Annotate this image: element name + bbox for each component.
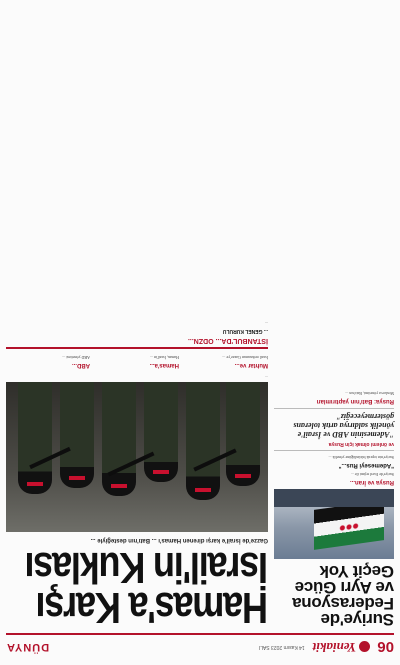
logo-icon <box>359 642 370 653</box>
crowd-silhouette <box>274 489 394 507</box>
fighter-figure <box>18 382 52 494</box>
col1-body: İsrail ordusunun Gazze'ye ... <box>222 355 268 360</box>
fighter-figure <box>186 382 220 500</box>
col3-body: ABD yönetimi ... <box>62 355 90 360</box>
pull-quote-tag: ve önlemi olmak için Rusya <box>328 441 394 447</box>
fighters-photo <box>6 382 268 532</box>
article-columns <box>6 355 268 371</box>
right-column <box>6 8 268 632</box>
fighter-figure <box>102 382 136 496</box>
notice-body: ... <box>265 321 268 326</box>
fighter-figure <box>144 382 178 482</box>
left-column <box>274 8 394 627</box>
col3-subhead: ABD... <box>72 362 90 368</box>
left-headline-line1: Suriye'de Federasyona <box>292 594 394 629</box>
left-subhead-1: Rusya ve İran... <box>349 479 394 485</box>
notice-box <box>6 321 268 349</box>
col1-subhead: Muhtar ve... <box>234 362 268 368</box>
fighter-figure <box>60 382 94 488</box>
masthead <box>6 633 394 659</box>
left-subhead-3: Rusya: Batı'nın yaptırımları <box>316 398 394 404</box>
footer-strip <box>6 2 394 8</box>
article-column-2 <box>95 355 179 371</box>
main-headline <box>25 543 268 632</box>
photo-caption: ... <box>264 375 268 380</box>
flag-icon <box>314 500 384 550</box>
left-body-1: Suriye'de Esed rejimi ile ... <box>350 472 394 477</box>
section-label: DÜNYA <box>6 641 50 653</box>
flag-photo <box>274 489 394 559</box>
article-column-3 <box>6 355 90 371</box>
main-deck: Gazze'de İsrail'e karşı direnen Hamas'ı ... Batı'nın desteğiyle ... <box>90 537 268 543</box>
fighter-figure <box>226 382 260 486</box>
main-headline-line2: İsrail'in Kuklası <box>25 543 268 592</box>
notice-subtitle: ... GENEL KURULU <box>222 328 268 334</box>
left-headline-line2: ve Ayrı Güce Geçit Yok <box>294 562 394 597</box>
left-body-3: Moskova yönetimi, Batı'nın ... <box>345 391 394 396</box>
left-body-2: Suriye'nin toprak bütünlüğüne yönelik ... <box>328 455 394 460</box>
page-number: 06 <box>377 638 394 656</box>
pull-quote: "Ademesinin ABD ve İsrail'e yönelik saldırıya artık tolerans göstermeyeceğiz" <box>293 412 394 439</box>
left-subhead-2: "Ademeseyi Rus..." <box>338 462 394 468</box>
notice-title: İSTANBUL'DA... ODZN... <box>187 337 268 344</box>
pull-quote-box <box>274 408 394 451</box>
article-column-1 <box>184 355 268 371</box>
main-headline-line1: Hamas'a Karşı <box>36 583 268 632</box>
logo <box>313 639 370 655</box>
issue-date: 14 Kasım 2023 SALI <box>258 644 305 650</box>
left-headline <box>274 563 394 627</box>
col2-body: Hamas, İsrail'in ... <box>149 355 179 360</box>
col2-subhead: Hamas'a... <box>149 362 179 368</box>
logo-text: Yeniakit <box>312 640 356 655</box>
